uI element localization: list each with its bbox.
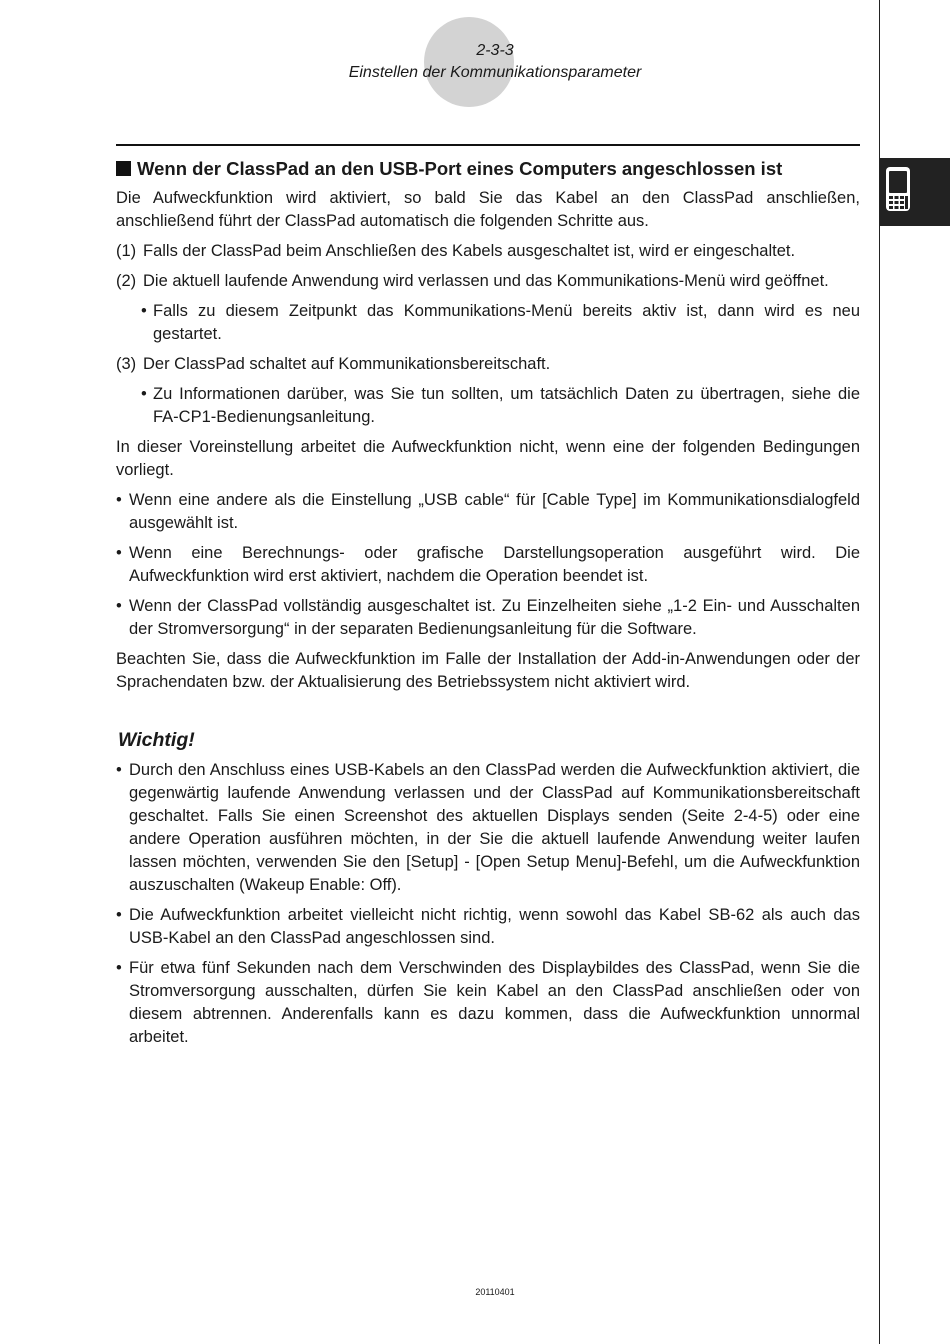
important-text: Durch den Anschluss eines USB-Kabels an den ClassPad werden die Aufweckfunktion aktiviert, die gegenwärtig laufende Anwendung verlassen und der ClassPad auf Kommunikationsbereitschaft geschaltet. Falls Sie einen Screenshot des aktuellen Displays senden (Seite 2-4-5) oder eine andere Operation ausführen möchten, in der Sie die aktuell laufende Anwendung weiter laufen lassen möchten, verwenden Sie den [Setup] - [Open Setup Menu]-Befehl, um die Aufweckfunktion auszuschalten (Wakeup Enable: Off). xyxy=(129,761,860,894)
main-content xyxy=(116,156,860,1056)
bullet-marker: • xyxy=(116,906,122,924)
bullet-marker: • xyxy=(116,597,122,615)
step-marker: (3) xyxy=(116,355,137,373)
page-title: Einstellen der Kommunikationsparameter xyxy=(348,64,642,81)
footer-code: 20110401 xyxy=(475,1287,515,1297)
intro-paragraph: Die Aufweckfunktion wird aktiviert, so bald Sie das Kabel an den ClassPad anschließen, anschließend führt der ClassPad automatisch die folgenden Schritte aus. xyxy=(116,189,860,230)
step-item xyxy=(116,270,860,293)
step-marker: • xyxy=(141,302,147,320)
section-rule xyxy=(116,144,860,146)
condition-item xyxy=(116,542,860,588)
step-marker: • xyxy=(141,385,147,403)
important-text: Für etwa fünf Sekunden nach dem Verschwinden des Displaybildes des ClassPad, wenn Sie die Stromversorgung ausschalten, dürfen Sie kein Kabel an den ClassPad anschließen oder von diesem abtrennen. Anderenfalls kann es dazu kommen, dass die Aufweckfunktion unnormal arbeitet. xyxy=(129,959,860,1046)
condition-text: Wenn eine Berechnungs- oder grafische Darstellungsoperation ausgeführt wird. Die Aufweckfunktion wird erst aktiviert, nachdem die Operation beendet ist. xyxy=(129,544,860,585)
condition-text: Wenn eine andere als die Einstellung „USB cable“ für [Cable Type] im Kommunikationsdialogfeld ausgewählt ist. xyxy=(129,491,860,532)
square-bullet-icon xyxy=(116,161,131,176)
important-item xyxy=(116,957,860,1049)
condition-text: Wenn der ClassPad vollständig ausgeschaltet ist. Zu Einzelheiten siehe „1-2 Ein- und Ausschalten der Stromversorgung“ in der separaten Bedienungsanleitung für die Software. xyxy=(129,597,860,638)
step-text: Zu Informationen darüber, was Sie tun sollten, um tatsächlich Daten zu übertragen, siehe die FA-CP1-Bedienungsanleitung. xyxy=(153,385,860,426)
bullet-marker: • xyxy=(116,491,122,509)
important-item xyxy=(116,904,860,950)
step-marker: (1) xyxy=(116,242,137,260)
page-number: 2-3-3 xyxy=(476,42,514,59)
section-heading-text: Wenn der ClassPad an den USB-Port eines Computers angeschlossen ist xyxy=(137,158,783,179)
condition-item xyxy=(116,489,860,535)
step-text: Falls der ClassPad beim Anschließen des Kabels ausgeschaltet ist, wird er eingeschaltet. xyxy=(143,242,796,260)
section-heading xyxy=(116,156,860,182)
step-item xyxy=(116,240,860,263)
step-text: Die aktuell laufende Anwendung wird verlassen und das Kommunikations-Menü wird geöffnet. xyxy=(143,272,829,290)
bullet-marker: • xyxy=(116,959,122,977)
step-text: Falls zu diesem Zeitpunkt das Kommunikations-Menü bereits aktiv ist, dann wird es neu gestartet. xyxy=(153,302,860,343)
header-circle xyxy=(424,17,514,107)
classpad-calculator-icon xyxy=(885,166,911,212)
step-marker: (2) xyxy=(116,272,137,290)
closing-paragraph: Beachten Sie, dass die Aufweckfunktion im Falle der Installation der Add-in-Anwendungen oder der Sprachendaten bzw. der Aktualisierung des Betriebssystem nicht aktiviert wird. xyxy=(116,650,860,691)
step-subitem xyxy=(116,300,860,346)
step-subitem xyxy=(116,383,860,429)
bullet-marker: • xyxy=(116,544,122,562)
step-text: Der ClassPad schaltet auf Kommunikationsbereitschaft. xyxy=(143,355,551,373)
chapter-tab xyxy=(880,158,950,226)
bullet-marker: • xyxy=(116,761,122,779)
important-text: Die Aufweckfunktion arbeitet vielleicht nicht richtig, wenn sowohl das Kabel SB-62 als auch das USB-Kabel an den ClassPad angeschlossen sind. xyxy=(129,906,860,947)
conditions-intro: In dieser Voreinstellung arbeitet die Aufweckfunktion nicht, wenn eine der folgenden Bedingungen vorliegt. xyxy=(116,438,860,479)
step-item xyxy=(116,353,860,376)
important-item xyxy=(116,759,860,897)
important-heading: Wichtig! xyxy=(118,729,195,751)
condition-item xyxy=(116,595,860,641)
